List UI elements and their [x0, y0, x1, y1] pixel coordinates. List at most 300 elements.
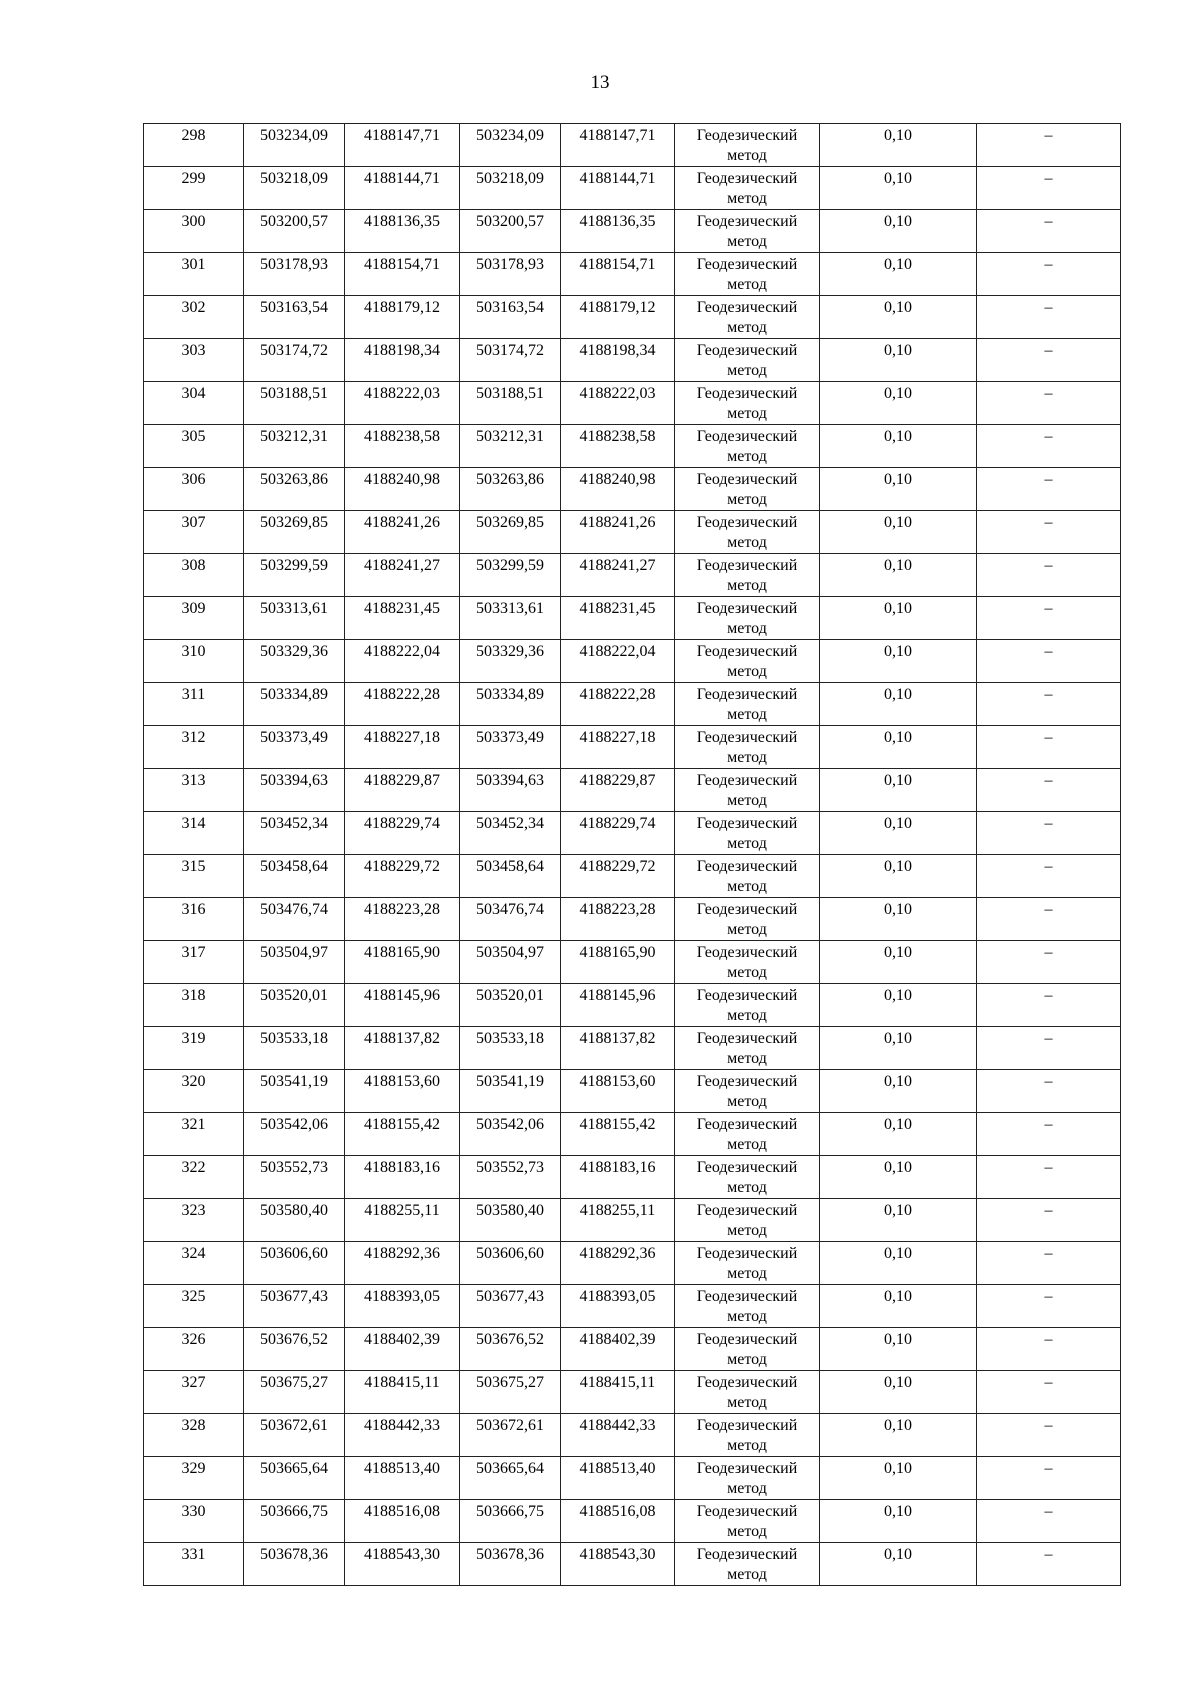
refined-y-cell: 4188153,60: [561, 1070, 675, 1113]
refined-x-cell: 503676,52: [460, 1328, 561, 1371]
existing-x-cell: 503218,09: [244, 167, 345, 210]
existing-x-cell: 503476,74: [244, 898, 345, 941]
point-number-cell: 322: [144, 1156, 244, 1199]
table-row: [144, 941, 1121, 984]
existing-x-cell: 503672,61: [244, 1414, 345, 1457]
note-cell: –: [977, 941, 1121, 984]
refined-y-cell: 4188222,03: [561, 382, 675, 425]
existing-x-cell: 503394,63: [244, 769, 345, 812]
note-cell: –: [977, 726, 1121, 769]
method-cell: Геодезический метод: [675, 167, 820, 210]
accuracy-cell: 0,10: [820, 425, 977, 468]
note-cell: –: [977, 124, 1121, 167]
point-number-cell: 306: [144, 468, 244, 511]
refined-x-cell: 503552,73: [460, 1156, 561, 1199]
refined-x-cell: 503541,19: [460, 1070, 561, 1113]
refined-y-cell: 4188292,36: [561, 1242, 675, 1285]
refined-y-cell: 4188155,42: [561, 1113, 675, 1156]
refined-x-cell: 503606,60: [460, 1242, 561, 1285]
point-number-cell: 304: [144, 382, 244, 425]
method-cell: Геодезический метод: [675, 1414, 820, 1457]
existing-x-cell: 503504,97: [244, 941, 345, 984]
point-number-cell: 317: [144, 941, 244, 984]
refined-y-cell: 4188543,30: [561, 1543, 675, 1586]
table-row: [144, 1285, 1121, 1328]
point-number-cell: 329: [144, 1457, 244, 1500]
note-cell: –: [977, 210, 1121, 253]
table-row: [144, 210, 1121, 253]
method-cell: Геодезический метод: [675, 640, 820, 683]
note-cell: –: [977, 167, 1121, 210]
note-cell: –: [977, 296, 1121, 339]
existing-y-cell: 4188136,35: [345, 210, 460, 253]
accuracy-cell: 0,10: [820, 898, 977, 941]
existing-x-cell: 503178,93: [244, 253, 345, 296]
existing-x-cell: 503174,72: [244, 339, 345, 382]
method-cell: Геодезический метод: [675, 1113, 820, 1156]
accuracy-cell: 0,10: [820, 296, 977, 339]
accuracy-cell: 0,10: [820, 1328, 977, 1371]
point-number-cell: 330: [144, 1500, 244, 1543]
refined-y-cell: 4188516,08: [561, 1500, 675, 1543]
refined-y-cell: 4188415,11: [561, 1371, 675, 1414]
point-number-cell: 324: [144, 1242, 244, 1285]
refined-x-cell: 503174,72: [460, 339, 561, 382]
existing-x-cell: 503677,43: [244, 1285, 345, 1328]
method-cell: Геодезический метод: [675, 812, 820, 855]
existing-x-cell: 503334,89: [244, 683, 345, 726]
existing-y-cell: 4188516,08: [345, 1500, 460, 1543]
point-number-cell: 315: [144, 855, 244, 898]
point-number-cell: 298: [144, 124, 244, 167]
existing-x-cell: 503263,86: [244, 468, 345, 511]
method-cell: Геодезический метод: [675, 124, 820, 167]
refined-x-cell: 503394,63: [460, 769, 561, 812]
existing-y-cell: 4188415,11: [345, 1371, 460, 1414]
accuracy-cell: 0,10: [820, 1199, 977, 1242]
existing-x-cell: 503200,57: [244, 210, 345, 253]
existing-y-cell: 4188223,28: [345, 898, 460, 941]
accuracy-cell: 0,10: [820, 812, 977, 855]
existing-x-cell: 503329,36: [244, 640, 345, 683]
accuracy-cell: 0,10: [820, 210, 977, 253]
refined-x-cell: 503675,27: [460, 1371, 561, 1414]
point-number-cell: 308: [144, 554, 244, 597]
table-row: [144, 253, 1121, 296]
existing-y-cell: 4188145,96: [345, 984, 460, 1027]
refined-y-cell: 4188165,90: [561, 941, 675, 984]
existing-y-cell: 4188222,28: [345, 683, 460, 726]
note-cell: –: [977, 1070, 1121, 1113]
refined-y-cell: 4188229,72: [561, 855, 675, 898]
point-number-cell: 312: [144, 726, 244, 769]
accuracy-cell: 0,10: [820, 1543, 977, 1586]
point-number-cell: 299: [144, 167, 244, 210]
point-number-cell: 301: [144, 253, 244, 296]
point-number-cell: 325: [144, 1285, 244, 1328]
refined-x-cell: 503672,61: [460, 1414, 561, 1457]
accuracy-cell: 0,10: [820, 1113, 977, 1156]
existing-y-cell: 4188393,05: [345, 1285, 460, 1328]
existing-x-cell: 503552,73: [244, 1156, 345, 1199]
point-number-cell: 319: [144, 1027, 244, 1070]
accuracy-cell: 0,10: [820, 1457, 977, 1500]
note-cell: –: [977, 1414, 1121, 1457]
accuracy-cell: 0,10: [820, 769, 977, 812]
page-number: 13: [590, 72, 610, 93]
note-cell: –: [977, 597, 1121, 640]
existing-x-cell: 503676,52: [244, 1328, 345, 1371]
note-cell: –: [977, 339, 1121, 382]
note-cell: –: [977, 1027, 1121, 1070]
method-cell: Геодезический метод: [675, 941, 820, 984]
refined-y-cell: 4188229,87: [561, 769, 675, 812]
note-cell: –: [977, 683, 1121, 726]
refined-x-cell: 503458,64: [460, 855, 561, 898]
table-row: [144, 984, 1121, 1027]
accuracy-cell: 0,10: [820, 855, 977, 898]
existing-y-cell: 4188292,36: [345, 1242, 460, 1285]
refined-x-cell: 503533,18: [460, 1027, 561, 1070]
note-cell: –: [977, 382, 1121, 425]
method-cell: Геодезический метод: [675, 1500, 820, 1543]
point-number-cell: 305: [144, 425, 244, 468]
note-cell: –: [977, 1371, 1121, 1414]
method-cell: Геодезический метод: [675, 1285, 820, 1328]
refined-y-cell: 4188147,71: [561, 124, 675, 167]
existing-y-cell: 4188238,58: [345, 425, 460, 468]
point-number-cell: 320: [144, 1070, 244, 1113]
point-number-cell: 331: [144, 1543, 244, 1586]
accuracy-cell: 0,10: [820, 554, 977, 597]
refined-y-cell: 4188241,27: [561, 554, 675, 597]
point-number-cell: 314: [144, 812, 244, 855]
note-cell: –: [977, 1199, 1121, 1242]
table-row: [144, 1070, 1121, 1113]
method-cell: Геодезический метод: [675, 210, 820, 253]
accuracy-cell: 0,10: [820, 1371, 977, 1414]
method-cell: Геодезический метод: [675, 253, 820, 296]
existing-y-cell: 4188227,18: [345, 726, 460, 769]
accuracy-cell: 0,10: [820, 1500, 977, 1543]
existing-y-cell: 4188137,82: [345, 1027, 460, 1070]
refined-x-cell: 503665,64: [460, 1457, 561, 1500]
table-row: [144, 382, 1121, 425]
existing-x-cell: 503269,85: [244, 511, 345, 554]
existing-y-cell: 4188165,90: [345, 941, 460, 984]
accuracy-cell: 0,10: [820, 339, 977, 382]
refined-x-cell: 503666,75: [460, 1500, 561, 1543]
refined-x-cell: 503163,54: [460, 296, 561, 339]
accuracy-cell: 0,10: [820, 1285, 977, 1328]
point-number-cell: 316: [144, 898, 244, 941]
existing-y-cell: 4188183,16: [345, 1156, 460, 1199]
method-cell: Геодезический метод: [675, 769, 820, 812]
refined-y-cell: 4188393,05: [561, 1285, 675, 1328]
method-cell: Геодезический метод: [675, 1027, 820, 1070]
existing-x-cell: 503533,18: [244, 1027, 345, 1070]
refined-x-cell: 503178,93: [460, 253, 561, 296]
refined-y-cell: 4188222,04: [561, 640, 675, 683]
accuracy-cell: 0,10: [820, 382, 977, 425]
table-row: [144, 468, 1121, 511]
existing-x-cell: 503458,64: [244, 855, 345, 898]
refined-y-cell: 4188241,26: [561, 511, 675, 554]
note-cell: –: [977, 1156, 1121, 1199]
table-row: [144, 1500, 1121, 1543]
note-cell: –: [977, 1328, 1121, 1371]
method-cell: Геодезический метод: [675, 683, 820, 726]
accuracy-cell: 0,10: [820, 640, 977, 683]
note-cell: –: [977, 812, 1121, 855]
method-cell: Геодезический метод: [675, 1070, 820, 1113]
method-cell: Геодезический метод: [675, 984, 820, 1027]
existing-y-cell: 4188222,03: [345, 382, 460, 425]
method-cell: Геодезический метод: [675, 511, 820, 554]
method-cell: Геодезический метод: [675, 898, 820, 941]
accuracy-cell: 0,10: [820, 124, 977, 167]
existing-x-cell: 503541,19: [244, 1070, 345, 1113]
refined-x-cell: 503520,01: [460, 984, 561, 1027]
refined-y-cell: 4188183,16: [561, 1156, 675, 1199]
method-cell: Геодезический метод: [675, 1242, 820, 1285]
refined-x-cell: 503234,09: [460, 124, 561, 167]
existing-x-cell: 503520,01: [244, 984, 345, 1027]
table-row: [144, 1113, 1121, 1156]
existing-y-cell: 4188147,71: [345, 124, 460, 167]
refined-y-cell: 4188255,11: [561, 1199, 675, 1242]
existing-y-cell: 4188241,27: [345, 554, 460, 597]
accuracy-cell: 0,10: [820, 726, 977, 769]
method-cell: Геодезический метод: [675, 855, 820, 898]
method-cell: Геодезический метод: [675, 382, 820, 425]
table-row: [144, 511, 1121, 554]
table-row: [144, 1328, 1121, 1371]
note-cell: –: [977, 855, 1121, 898]
existing-y-cell: 4188229,87: [345, 769, 460, 812]
note-cell: –: [977, 640, 1121, 683]
existing-y-cell: 4188229,74: [345, 812, 460, 855]
refined-y-cell: 4188402,39: [561, 1328, 675, 1371]
existing-y-cell: 4188442,33: [345, 1414, 460, 1457]
method-cell: Геодезический метод: [675, 339, 820, 382]
method-cell: Геодезический метод: [675, 1328, 820, 1371]
method-cell: Геодезический метод: [675, 726, 820, 769]
method-cell: Геодезический метод: [675, 296, 820, 339]
note-cell: –: [977, 1543, 1121, 1586]
existing-y-cell: 4188231,45: [345, 597, 460, 640]
existing-y-cell: 4188402,39: [345, 1328, 460, 1371]
existing-x-cell: 503580,40: [244, 1199, 345, 1242]
refined-y-cell: 4188144,71: [561, 167, 675, 210]
point-number-cell: 328: [144, 1414, 244, 1457]
note-cell: –: [977, 1242, 1121, 1285]
accuracy-cell: 0,10: [820, 597, 977, 640]
table-body: [144, 124, 1121, 1586]
refined-x-cell: 503476,74: [460, 898, 561, 941]
method-cell: Геодезический метод: [675, 1543, 820, 1586]
table-row: [144, 1414, 1121, 1457]
existing-x-cell: 503606,60: [244, 1242, 345, 1285]
existing-y-cell: 4188222,04: [345, 640, 460, 683]
existing-x-cell: 503666,75: [244, 1500, 345, 1543]
refined-x-cell: 503452,34: [460, 812, 561, 855]
refined-y-cell: 4188513,40: [561, 1457, 675, 1500]
point-number-cell: 303: [144, 339, 244, 382]
refined-y-cell: 4188240,98: [561, 468, 675, 511]
note-cell: –: [977, 1457, 1121, 1500]
point-number-cell: 309: [144, 597, 244, 640]
existing-x-cell: 503665,64: [244, 1457, 345, 1500]
refined-y-cell: 4188154,71: [561, 253, 675, 296]
refined-x-cell: 503212,31: [460, 425, 561, 468]
existing-x-cell: 503542,06: [244, 1113, 345, 1156]
accuracy-cell: 0,10: [820, 1027, 977, 1070]
accuracy-cell: 0,10: [820, 941, 977, 984]
refined-y-cell: 4188137,82: [561, 1027, 675, 1070]
refined-x-cell: 503299,59: [460, 554, 561, 597]
point-number-cell: 311: [144, 683, 244, 726]
table-row: [144, 1027, 1121, 1070]
existing-x-cell: 503452,34: [244, 812, 345, 855]
existing-x-cell: 503678,36: [244, 1543, 345, 1586]
accuracy-cell: 0,10: [820, 984, 977, 1027]
table-row: [144, 1242, 1121, 1285]
method-cell: Геодезический метод: [675, 597, 820, 640]
method-cell: Геодезический метод: [675, 1371, 820, 1414]
existing-x-cell: 503188,51: [244, 382, 345, 425]
existing-y-cell: 4188198,34: [345, 339, 460, 382]
existing-x-cell: 503299,59: [244, 554, 345, 597]
refined-y-cell: 4188442,33: [561, 1414, 675, 1457]
accuracy-cell: 0,10: [820, 1242, 977, 1285]
note-cell: –: [977, 898, 1121, 941]
table-row: [144, 769, 1121, 812]
existing-y-cell: 4188241,26: [345, 511, 460, 554]
existing-y-cell: 4188155,42: [345, 1113, 460, 1156]
existing-y-cell: 4188154,71: [345, 253, 460, 296]
point-number-cell: 302: [144, 296, 244, 339]
table-row: [144, 124, 1121, 167]
refined-x-cell: 503542,06: [460, 1113, 561, 1156]
note-cell: –: [977, 769, 1121, 812]
existing-x-cell: 503373,49: [244, 726, 345, 769]
table-row: [144, 640, 1121, 683]
existing-y-cell: 4188144,71: [345, 167, 460, 210]
existing-y-cell: 4188513,40: [345, 1457, 460, 1500]
table-row: [144, 554, 1121, 597]
existing-y-cell: 4188240,98: [345, 468, 460, 511]
table-row: [144, 812, 1121, 855]
existing-x-cell: 503212,31: [244, 425, 345, 468]
accuracy-cell: 0,10: [820, 1070, 977, 1113]
method-cell: Геодезический метод: [675, 425, 820, 468]
refined-y-cell: 4188227,18: [561, 726, 675, 769]
point-number-cell: 313: [144, 769, 244, 812]
refined-x-cell: 503677,43: [460, 1285, 561, 1328]
refined-y-cell: 4188238,58: [561, 425, 675, 468]
refined-y-cell: 4188223,28: [561, 898, 675, 941]
table-row: [144, 296, 1121, 339]
refined-x-cell: 503580,40: [460, 1199, 561, 1242]
table-row: [144, 1199, 1121, 1242]
point-number-cell: 310: [144, 640, 244, 683]
accuracy-cell: 0,10: [820, 167, 977, 210]
refined-x-cell: 503313,61: [460, 597, 561, 640]
refined-x-cell: 503188,51: [460, 382, 561, 425]
refined-x-cell: 503504,97: [460, 941, 561, 984]
table-row: [144, 339, 1121, 382]
point-number-cell: 307: [144, 511, 244, 554]
refined-y-cell: 4188179,12: [561, 296, 675, 339]
note-cell: –: [977, 511, 1121, 554]
refined-y-cell: 4188198,34: [561, 339, 675, 382]
table-row: [144, 597, 1121, 640]
table-row: [144, 1457, 1121, 1500]
method-cell: Геодезический метод: [675, 1457, 820, 1500]
existing-y-cell: 4188255,11: [345, 1199, 460, 1242]
point-number-cell: 327: [144, 1371, 244, 1414]
table-row: [144, 1156, 1121, 1199]
note-cell: –: [977, 425, 1121, 468]
point-number-cell: 326: [144, 1328, 244, 1371]
refined-x-cell: 503334,89: [460, 683, 561, 726]
refined-x-cell: 503329,36: [460, 640, 561, 683]
note-cell: –: [977, 253, 1121, 296]
accuracy-cell: 0,10: [820, 511, 977, 554]
note-cell: –: [977, 1113, 1121, 1156]
point-number-cell: 300: [144, 210, 244, 253]
method-cell: Геодезический метод: [675, 1156, 820, 1199]
table-row: [144, 683, 1121, 726]
table-row: [144, 1543, 1121, 1586]
accuracy-cell: 0,10: [820, 683, 977, 726]
accuracy-cell: 0,10: [820, 1414, 977, 1457]
refined-y-cell: 4188136,35: [561, 210, 675, 253]
refined-y-cell: 4188229,74: [561, 812, 675, 855]
refined-y-cell: 4188222,28: [561, 683, 675, 726]
accuracy-cell: 0,10: [820, 253, 977, 296]
table-row: [144, 898, 1121, 941]
refined-y-cell: 4188145,96: [561, 984, 675, 1027]
method-cell: Геодезический метод: [675, 468, 820, 511]
table-row: [144, 1371, 1121, 1414]
refined-x-cell: 503200,57: [460, 210, 561, 253]
refined-x-cell: 503678,36: [460, 1543, 561, 1586]
note-cell: –: [977, 984, 1121, 1027]
accuracy-cell: 0,10: [820, 1156, 977, 1199]
note-cell: –: [977, 1500, 1121, 1543]
point-number-cell: 321: [144, 1113, 244, 1156]
note-cell: –: [977, 554, 1121, 597]
accuracy-cell: 0,10: [820, 468, 977, 511]
refined-x-cell: 503263,86: [460, 468, 561, 511]
table-row: [144, 726, 1121, 769]
note-cell: –: [977, 1285, 1121, 1328]
point-number-cell: 318: [144, 984, 244, 1027]
note-cell: –: [977, 468, 1121, 511]
method-cell: Геодезический метод: [675, 554, 820, 597]
existing-y-cell: 4188543,30: [345, 1543, 460, 1586]
table-row: [144, 167, 1121, 210]
existing-x-cell: 503163,54: [244, 296, 345, 339]
refined-x-cell: 503269,85: [460, 511, 561, 554]
point-number-cell: 323: [144, 1199, 244, 1242]
table-row: [144, 855, 1121, 898]
method-cell: Геодезический метод: [675, 1199, 820, 1242]
table-row: [144, 425, 1121, 468]
existing-y-cell: 4188229,72: [345, 855, 460, 898]
